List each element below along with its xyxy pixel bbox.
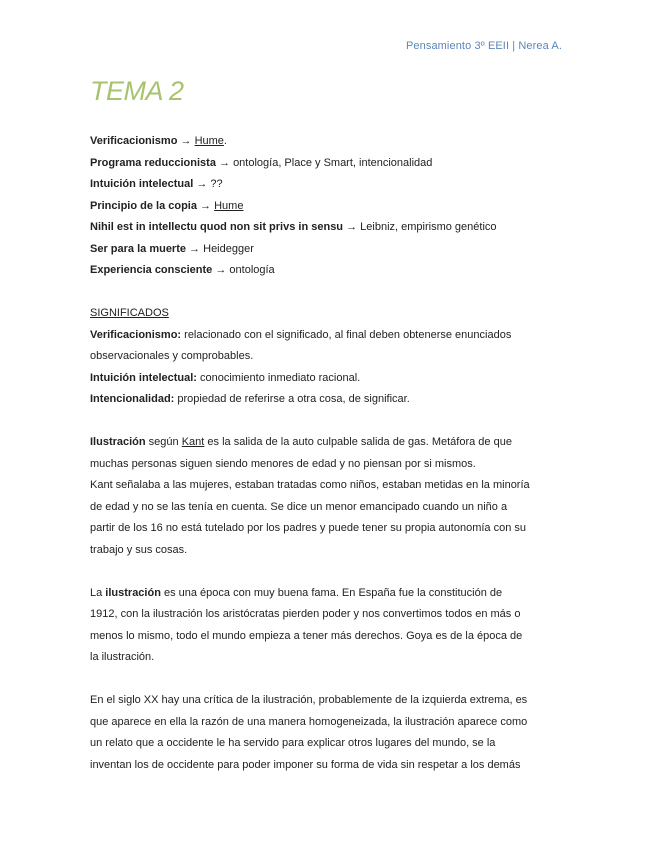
definition-line: observacionales y comprobables.: [90, 350, 254, 362]
concept-term: Verificacionismo: [90, 135, 178, 147]
spacer: [90, 282, 568, 304]
concept-value: ??: [210, 178, 223, 190]
paragraph-line: En el siglo XX hay una crítica de la ilustración, probablemente de la izquierda extrema, es: [90, 694, 528, 706]
arrow-icon: →: [343, 221, 361, 233]
definition-term: Intencionalidad:: [90, 393, 175, 405]
paragraph-line: menos lo mismo, todo el mundo empieza a tener más derechos. Goya es de la época de: [90, 629, 523, 642]
concept-line: [90, 239, 568, 261]
paragraph-line: un relato que a occidente le ha servido para explicar otros lugares del mundo, se la: [90, 737, 496, 749]
paragraph-term: ilustración: [105, 586, 161, 599]
paragraph-line: [90, 583, 568, 605]
section-heading: SIGNIFICADOS: [90, 307, 169, 319]
spacer: [90, 669, 568, 691]
concept-term: Ser para la muerte: [90, 242, 186, 255]
definition-text: conocimiento inmediato racional.: [196, 371, 361, 384]
concept-value: Hume: [214, 199, 244, 212]
definition-line: [90, 389, 568, 411]
definition-text: propiedad de referirse a otra cosa, de significar.: [174, 393, 410, 405]
ilustracion-paragraph: [90, 432, 568, 561]
concept-line: [90, 260, 568, 282]
paragraph-line: la ilustración.: [90, 651, 155, 663]
concept-term: Programa reduccionista: [90, 156, 216, 169]
document-body: [90, 131, 568, 776]
spacer: [90, 561, 568, 583]
paragraph-line: de edad y no se las tenía en cuenta. Se dice un menor emancipado cuando un niño a: [90, 500, 508, 513]
concept-line: [90, 174, 568, 196]
paragraph-line: muchas personas siguen siendo menores de edad y no piensan por si mismos.: [90, 457, 476, 470]
definition-line: [90, 368, 568, 390]
paragraph-term: Ilustración: [90, 436, 146, 448]
concept-value: Leibniz, empirismo genético: [360, 221, 497, 233]
paragraph-line: 1912, con la ilustración los aristócratas pierden poder y nos convertimos todos en más o: [90, 608, 521, 620]
definition-line: [90, 325, 568, 347]
paragraph-line: que aparece en ella la razón de una manera homogeneizada, la ilustración aparece como: [90, 715, 528, 728]
significados-section: [90, 303, 568, 411]
concept-line: [90, 196, 568, 218]
spacer: [90, 411, 568, 433]
author-name: Kant: [181, 436, 205, 448]
definition-text: relacionado con el significado, al final deben obtenerse enunciados: [181, 328, 512, 341]
concept-term: Intuición intelectual: [90, 178, 194, 190]
concept-value: Hume: [194, 135, 224, 147]
paragraph-text: es la salida de la auto culpable salida de gas. Metáfora de que: [204, 436, 512, 448]
concept-value: Heidegger: [203, 242, 254, 255]
paragraph-line: [90, 432, 568, 454]
arrow-icon: →: [212, 264, 230, 276]
page-header: Pensamiento 3º EEII | Nerea A.: [405, 40, 562, 52]
paragraph-line: inventan los de occidente para poder imponer su forma de vida sin respetar a los demás: [90, 758, 521, 771]
concepts-list: [90, 131, 568, 282]
arrow-icon: →: [193, 178, 211, 190]
concept-line: [90, 153, 568, 175]
arrow-icon: →: [196, 199, 215, 212]
paragraph-line: Kant señalaba a las mujeres, estaban tratadas como niños, estaban metidas en la minoría: [90, 479, 530, 491]
definition-term: Verificacionismo:: [90, 328, 182, 341]
critica-paragraph: [90, 690, 568, 776]
concept-line: [90, 131, 568, 153]
concept-term: Principio de la copia: [90, 199, 197, 212]
concept-value: ontología, Place y Smart, intencionalidad: [233, 156, 433, 169]
paragraph-text: La: [90, 586, 106, 599]
paragraph-text: según: [145, 436, 182, 448]
definition-term: Intuición intelectual:: [90, 371, 197, 384]
epoca-paragraph: [90, 583, 568, 669]
concept-suffix: .: [223, 135, 227, 147]
arrow-icon: →: [177, 135, 195, 147]
concept-value: ontología: [229, 264, 275, 276]
paragraph-line: trabajo y sus cosas.: [90, 543, 188, 556]
concept-term: Nihil est in intellectu quod non sit privs in sensu: [90, 221, 344, 233]
paragraph-line: partir de los 16 no está tutelado por los padres y puede tener su propia autonomía con su: [90, 522, 527, 534]
arrow-icon: →: [186, 242, 204, 255]
paragraph-text: es una época con muy buena fama. En España fue la constitución de: [160, 586, 503, 599]
concept-term: Experiencia consciente: [90, 264, 213, 276]
page-title: TEMA 2: [90, 76, 184, 106]
concept-line: [90, 217, 568, 239]
arrow-icon: →: [215, 156, 234, 169]
